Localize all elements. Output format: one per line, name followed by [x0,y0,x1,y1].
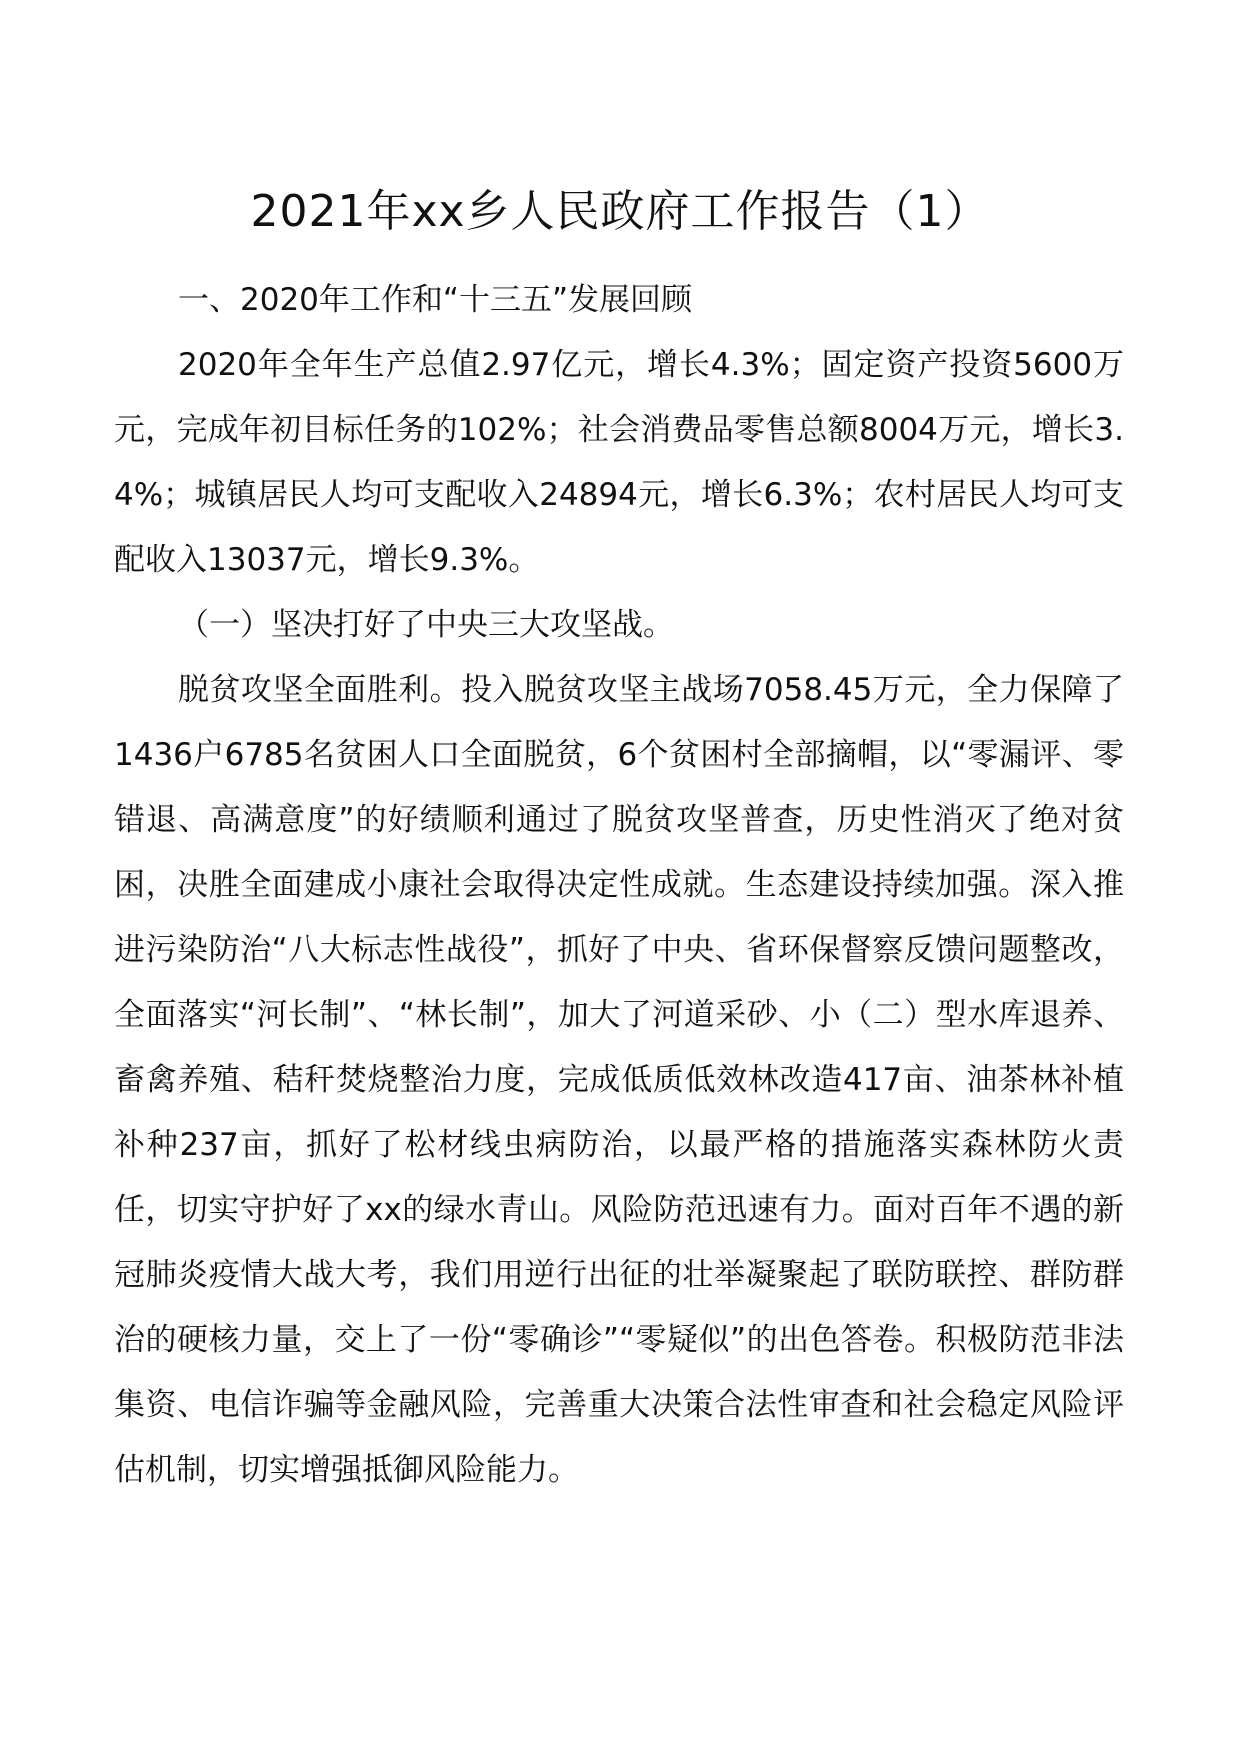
section-heading: 一、2020年工作和“十三五”发展回顾 [178,282,693,318]
document-body [114,268,1124,1503]
economic-summary-paragraph: 2020年全年生产总值2.97亿元，增长4.3%；固定资产投资5600万元，完成年初目标任务的102%；社会消费品零售总额8004万元，增长3.4%；城镇居民人均可支配收入24894元，增长6.3%；农村居民人均可支配收入13037元，增长9.3%。 [114,347,1124,578]
subsection-heading: （一）坚决打好了中央三大攻坚战。 [178,607,674,643]
body-paragraph: 脱贫攻坚全面胜利。投入脱贫攻坚主战场7058.45万元，全力保障了1436户6785名贫困人口全面脱贫，6个贫困村全部摘帽，以“零漏评、零错退、高满意度”的好绩顺利通过了脱贫攻坚普查，历史性消灭了绝对贫困，决胜全面建成小康社会取得决定性成就。生态建设持续加强。深入推进污染防治“八大标志性战役”，抓好了中央、省环保督察反馈问题整改，全面落实“河长制”、“林长制”，加大了河道采砂、小（二）型水库退养、畜禽养殖、秸秆焚烧整治力度，完成低质低效林改造417亩、油茶林补植补种237亩，抓好了松材线虫病防治，以最严格的措施落实森林防火责任，切实守护好了xx的绿水青山。风险防范迅速有力。面对百年不遇的新冠肺炎疫情大战大考，我们用逆行出征的壮举凝聚起了联防联控、群防群治的硬核力量，交上了一份“零确诊”“零疑似”的出色答卷。积极防范非法集资、电信诈骗等金融风险，完善重大决策合法性审查和社会稳定风险评估机制，切实增强抵御风险能力。 [114,672,1124,1488]
document-title: 2021年xx乡人民政府工作报告（1） [250,186,990,237]
